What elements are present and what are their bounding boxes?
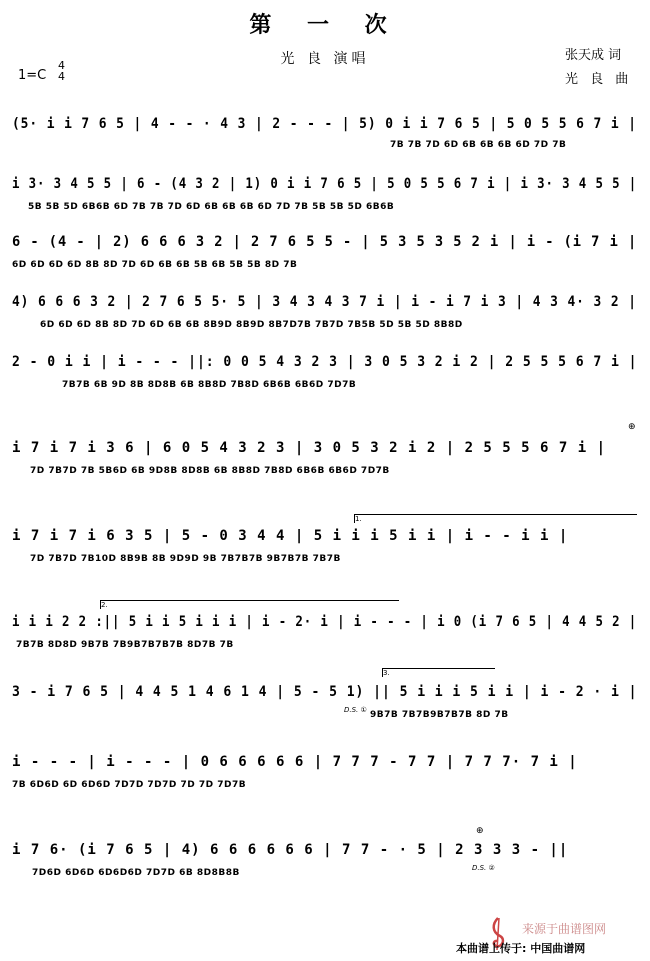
chords-4: 6D 6D 6D 8B 8D 7D 6D 6B 6B 8B9D 8B9D 8B7D7B 7B7D 7B5B 5D 5B 5D 8B8D <box>40 320 463 330</box>
chords-8: 7B7B 8D8D 9B7B 7B9B7B7B7B 8D7B 7B <box>16 640 234 650</box>
chords-5: 7B7B 6B 9D 8B 8D8B 6B 8B8D 7B8D 6B6B 6B6D 7D7B <box>62 380 357 390</box>
notation-2: i 3· 3 4 5 5 | 6 - (4 3 2 | 1) 0 i i 7 6 5 | 5 0 5 5 6 7 i | i 3· 3 4 5 5 | <box>12 176 638 192</box>
staff-line-4 <box>12 294 637 330</box>
composer-credit: 光 良 曲 <box>565 72 633 87</box>
staff-line-2 <box>12 176 638 212</box>
staff-line-11 <box>12 842 637 878</box>
staff-line-10 <box>12 754 637 790</box>
coda-icon-end: ⊕ <box>476 826 484 836</box>
time-signature <box>58 60 65 82</box>
chords-9: 9B7B 7B7B9B7B7B 8D 7B <box>370 710 509 720</box>
notation-6: i 7 i 7 i 3 6 | 6 0 5 4 3 2 3 | 3 0 5 3 2 i 2 | 2 5 5 5 6 7 i | <box>12 440 607 456</box>
chords-7: 7D 7B7D 7B10D 8B9B 8B 9D9D 9B 7B7B7B 9B7B7B 7B7B <box>30 554 341 564</box>
volta-1: 1. <box>354 514 637 523</box>
key-signature: 1=C <box>18 68 47 83</box>
staff-line-9 <box>12 669 638 720</box>
performer-credit: 光 良 演唱 <box>280 51 370 67</box>
volta-2: 2. <box>100 600 399 609</box>
watermark-text: 来源于曲谱图网 <box>522 922 607 936</box>
chords-10: 7B 6D6D 6D 6D6D 7D7D 7D7D 7D 7D 7D7B <box>12 780 247 790</box>
notation-3: 6 - (4 - | 2) 6 6 6 3 2 | 2 7 6 5 5 - | 5 3 5 3 5 2 i | i - (i 7 i | <box>12 234 638 250</box>
staff-line-8 <box>12 601 638 650</box>
chords-11: 7D6D 6D6D 6D6D6D 7D7D 6B 8D8B8B <box>32 868 240 878</box>
footer-credit: 本曲谱上传于: 中国曲谱网 <box>456 942 586 955</box>
notation-5: 2 - 0 i i | i - - - ||: 0 0 5 4 3 2 3 | 3 0 5 3 2 i 2 | 2 5 5 5 6 7 i | <box>12 354 638 370</box>
song-title: 第 一 次 <box>249 13 401 38</box>
staff-line-1 <box>12 116 637 150</box>
notation-4: 4) 6 6 6 3 2 | 2 7 6 5 5· 5 | 3 4 3 4 3 7 i | i - i 7 i 3 | 4 3 4· 3 2 | <box>12 294 637 310</box>
staff-line-7 <box>12 515 637 564</box>
meter-top: 4 <box>58 59 65 72</box>
notation-9: 3 - i 7 6 5 | 4 4 5 1 4 6 1 4 | 5 - 5 1) || 5 i i i 5 i i | i - 2 · i | <box>12 684 638 700</box>
notation-1: (5· i i 7 6 5 | 4 - - · 4 3 | 2 - - - | 5) 0 i i 7 6 5 | 5 0 5 5 6 7 i | <box>12 116 637 132</box>
staff-line-6 <box>12 440 637 476</box>
notation-10: i - - - | i - - - | 0 6 6 6 6 6 | 7 7 7 - 7 7 | 7 7 7· 7 i | <box>12 754 578 770</box>
volta-3: 3. <box>382 668 495 677</box>
meter-bottom: 4 <box>58 70 65 83</box>
ds-marker-1: D.S. ① <box>344 706 367 714</box>
chords-3: 6D 6D 6D 6D 8B 8D 7D 6D 6B 6B 5B 6B 5B 5B 8D 7B <box>12 260 298 270</box>
staff-line-5 <box>12 354 638 390</box>
notation-8: i i i 2 2 :|| 5 i i 5 i i i | i - 2· i | i - - - | i 0 (i 7 6 5 | 4 4 5 2 | <box>12 614 638 630</box>
notation-7: i 7 i 7 i 6 3 5 | 5 - 0 3 4 4 | 5 i i i 5 i i | i - - i i | <box>12 528 569 544</box>
chords-6: 7D 7B7D 7B 5B6D 6B 9D8B 8D8B 6B 8B8D 7B8D 6B6B 6B6D 7D7B <box>30 466 390 476</box>
chords-2: 5B 5B 5D 6B6B 6D 7B 7B 7D 6D 6B 6B 6B 6D 7D 7B 5B 5B 5D 6B6B <box>28 202 395 212</box>
chords-1: 7B 7B 7D 6D 6B 6B 6B 6D 7D 7B <box>390 140 567 150</box>
lyricist-credit: 张天成 词 <box>565 48 622 63</box>
coda-icon: ⊕ <box>628 422 636 432</box>
notation-11: i 7 6· (i 7 6 5 | 4) 6 6 6 6 6 6 | 7 7 - · 5 | 2 3 3 3 - || <box>12 842 569 858</box>
staff-line-3 <box>12 234 638 270</box>
ds-marker-2: D.S. ② <box>472 864 495 872</box>
